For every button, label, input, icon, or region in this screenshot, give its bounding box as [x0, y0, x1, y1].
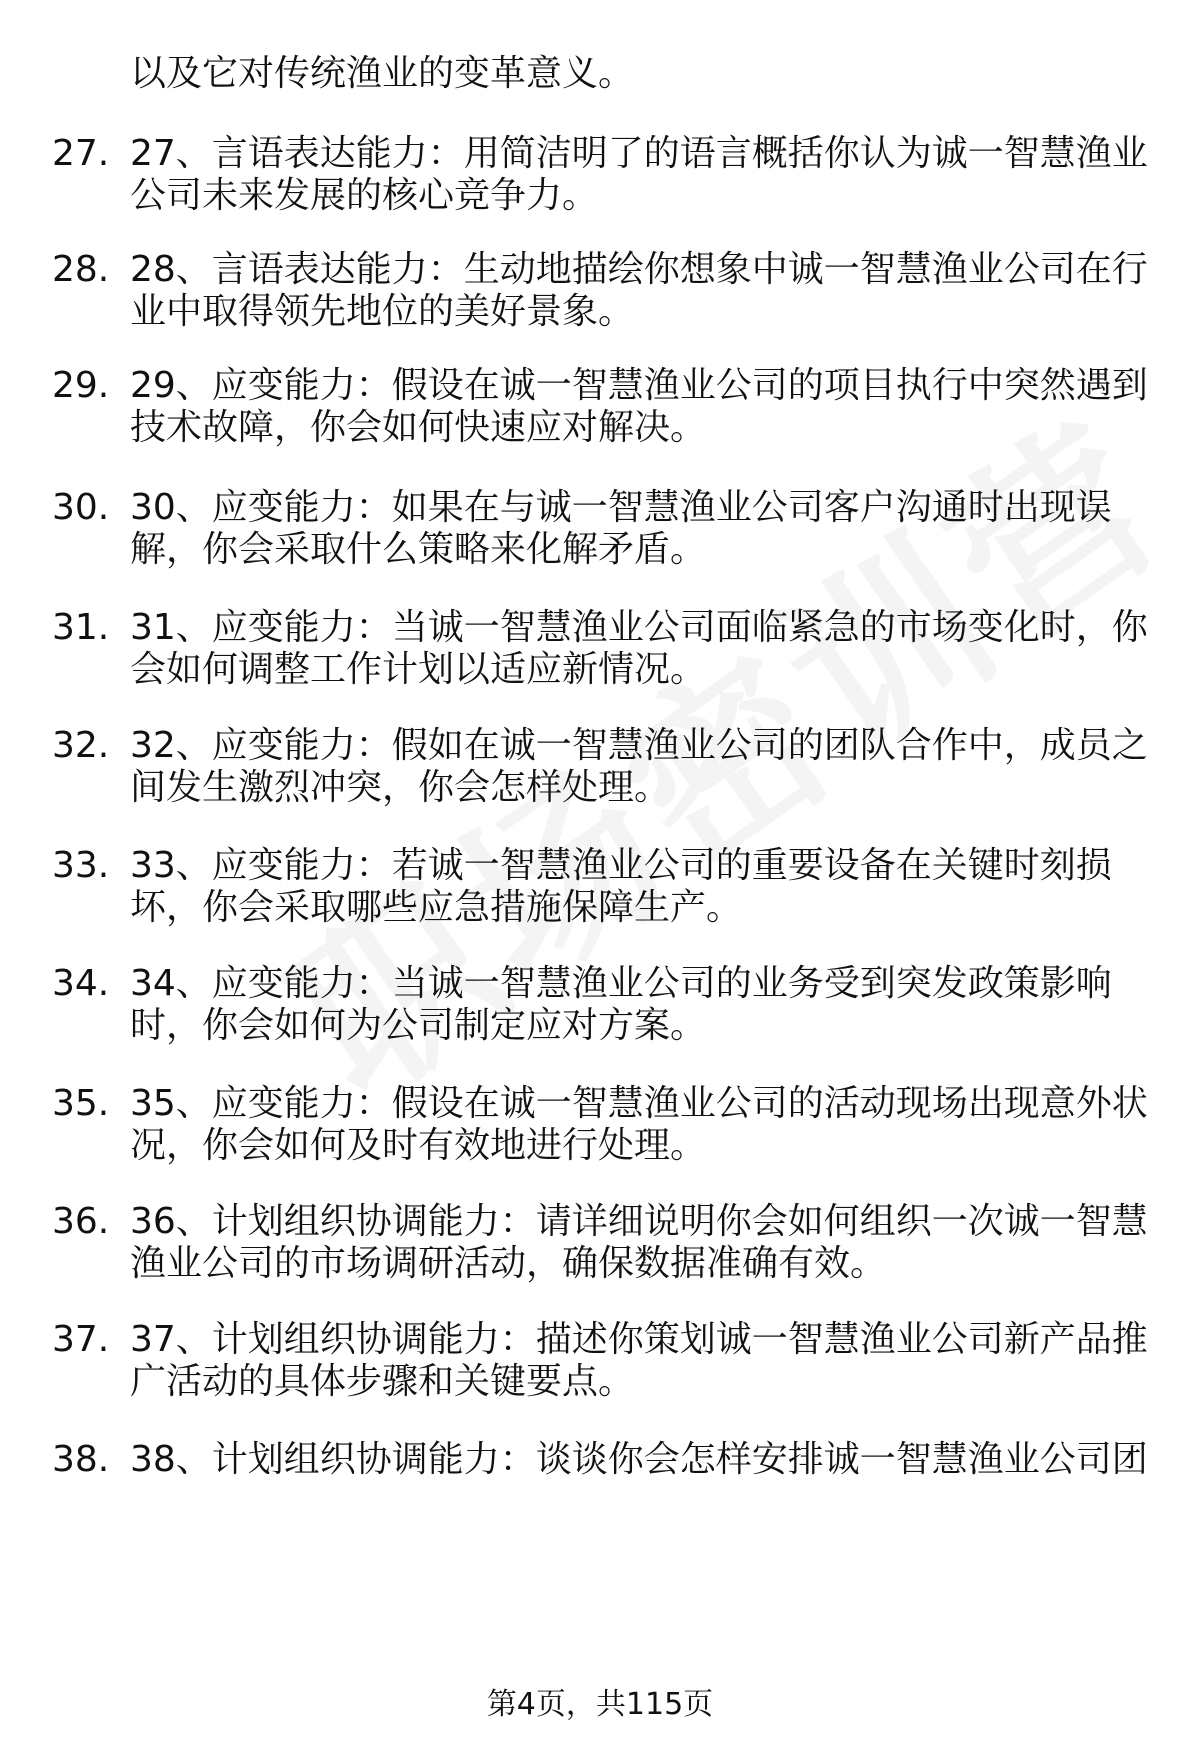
item-text-line2: 广活动的具体步骤和关键要点。 — [130, 1361, 635, 1402]
item-text-line2: 技术故障，你会如何快速应对解决。 — [130, 407, 707, 448]
item-text-line1: 37、计划组织协调能力：描述你策划诚一智慧渔业公司新产品推 — [130, 1319, 1148, 1360]
item-text-line2: 渔业公司的市场调研活动，确保数据准确有效。 — [130, 1243, 887, 1284]
item-number: 30. — [52, 487, 110, 528]
item-number: 29. — [52, 365, 110, 406]
item-number: 33. — [52, 845, 110, 886]
item-text-line2: 解，你会采取什么策略来化解矛盾。 — [130, 529, 707, 570]
item-text-line2: 况，你会如何及时有效地进行处理。 — [130, 1125, 707, 1166]
item-text-line1: 31、应变能力：当诚一智慧渔业公司面临紧急的市场变化时，你 — [130, 607, 1148, 648]
page-footer: 第4页，共115页 — [486, 1687, 714, 1722]
item-text-line2: 会如何调整工作计划以适应新情况。 — [130, 649, 707, 690]
item-number: 38. — [52, 1439, 110, 1480]
item-text-line2: 业中取得领先地位的美好景象。 — [130, 291, 635, 332]
item-text-line1: 38、计划组织协调能力：谈谈你会怎样安排诚一智慧渔业公司团 — [130, 1439, 1148, 1480]
item-text-line1: 30、应变能力：如果在与诚一智慧渔业公司客户沟通时出现误 — [130, 487, 1112, 528]
item-number: 35. — [52, 1083, 110, 1124]
item-number: 28. — [52, 249, 110, 290]
item-text-line1: 28、言语表达能力：生动地描绘你想象中诚一智慧渔业公司在行 — [130, 249, 1148, 290]
item-number: 27. — [52, 133, 110, 174]
item-text-line1: 35、应变能力：假设在诚一智慧渔业公司的活动现场出现意外状 — [130, 1083, 1148, 1124]
item-text-line2: 间发生激烈冲突，你会怎样处理。 — [130, 767, 671, 808]
item-text-line1: 32、应变能力：假如在诚一智慧渔业公司的团队合作中，成员之 — [130, 725, 1148, 766]
item-number: 36. — [52, 1201, 110, 1242]
item-number: 32. — [52, 725, 110, 766]
item-text-line2: 公司未来发展的核心竞争力。 — [130, 175, 599, 216]
item-text-line1: 36、计划组织协调能力：请详细说明你会如何组织一次诚一智慧 — [130, 1201, 1148, 1242]
item-text-line1: 29、应变能力：假设在诚一智慧渔业公司的项目执行中突然遇到 — [130, 365, 1148, 406]
item-text-line1: 33、应变能力：若诚一智慧渔业公司的重要设备在关键时刻损 — [130, 845, 1112, 886]
item-text-line2: 坏，你会采取哪些应急措施保障生产。 — [130, 887, 743, 928]
item-number: 34. — [52, 963, 110, 1004]
item-text-line2: 时，你会如何为公司制定应对方案。 — [130, 1005, 707, 1046]
intro-line: 以及它对传统渔业的变革意义。 — [130, 53, 635, 94]
item-text-line1: 27、言语表达能力：用简洁明了的语言概括你认为诚一智慧渔业 — [130, 133, 1148, 174]
item-text-line1: 34、应变能力：当诚一智慧渔业公司的业务受到突发政策影响 — [130, 963, 1112, 1004]
item-number: 37. — [52, 1319, 110, 1360]
item-number: 31. — [52, 607, 110, 648]
